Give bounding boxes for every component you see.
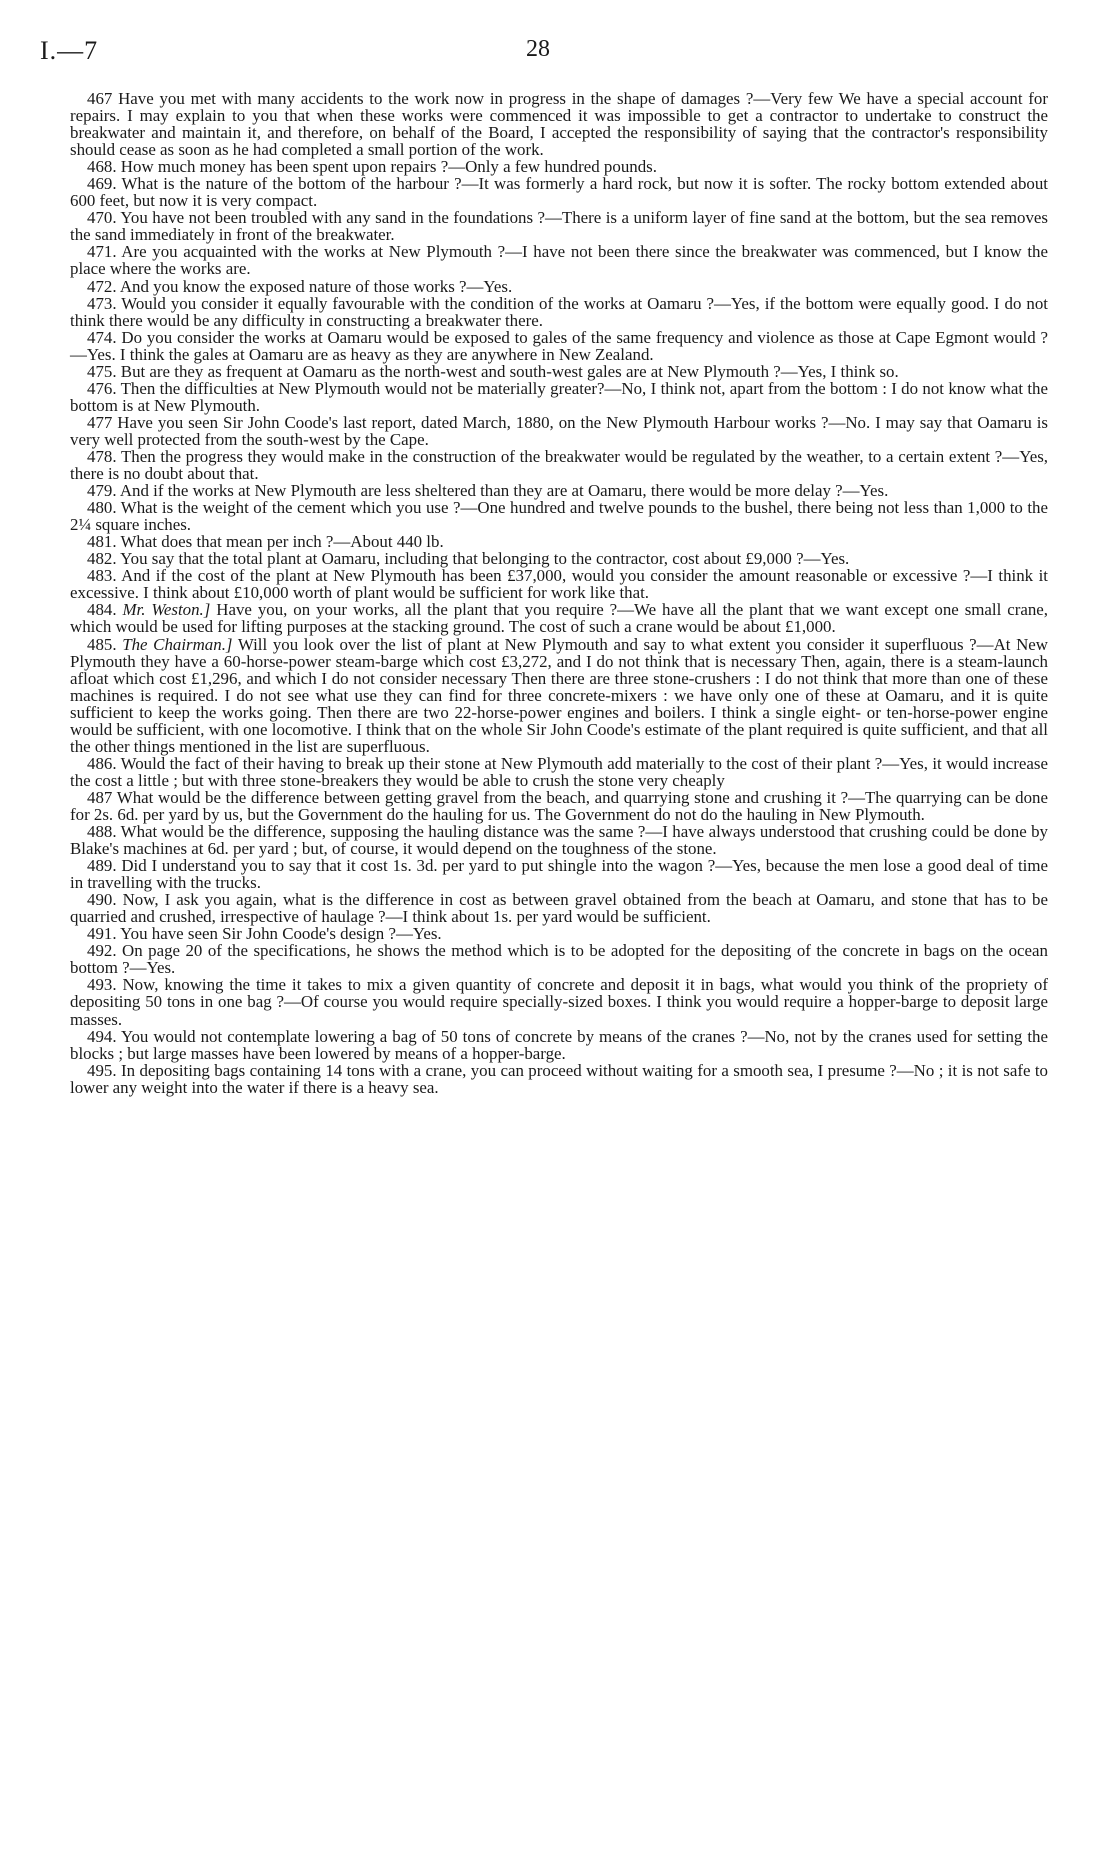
question-paragraph <box>70 175 1048 209</box>
question-paragraph <box>70 363 1048 380</box>
question-number: 487 <box>87 787 113 807</box>
question-text: You have not been troubled with any sand in the foundations ?—There is a uniform layer of fine sand at the bottom, but the sea removes the sand immediately in front of the breakwater. <box>70 208 1048 245</box>
question-paragraph <box>70 329 1048 363</box>
question-text: Then the difficulties at New Plymouth would not be materially greater?—No, I think not, apart from the bottom : I do not know what the bottom is at New Plymouth. <box>70 378 1048 415</box>
question-paragraph <box>70 209 1048 243</box>
question-text: And if the cost of the plant at New Plymouth has been £37,000, would you consider the amount reasonable or excessive ?—I think it excessive. I think about £10,000 worth of plant would be sufficient for work like that. <box>70 566 1048 603</box>
question-number: 474. <box>87 327 117 347</box>
question-number: 495. <box>87 1060 117 1080</box>
question-paragraph <box>70 755 1048 789</box>
question-text: Did I understand you to say that it cost 1s. 3d. per yard to put shingle into the wagon ?—Yes, because the men lose a good deal of time in travelling with the trucks. <box>70 856 1048 893</box>
question-paragraph <box>70 636 1048 755</box>
question-paragraph <box>70 942 1048 976</box>
question-text: What would be the difference, supposing the hauling distance was the same ?—I have always understood that crushing could be done by Blake's machines at 6d. per yard ; but, of course, it would depend on the toughness of the stone. <box>70 822 1048 859</box>
question-number: 477 <box>87 412 113 432</box>
question-number: 491. <box>87 924 117 944</box>
question-text: How much money has been spent upon repairs ?—Only a few hundred pounds. <box>120 157 657 177</box>
question-paragraph <box>70 414 1048 448</box>
page-reference: I.—7 <box>40 36 99 65</box>
question-text: Now, I ask you again, what is the difference in cost as between gravel obtained from the beach at Oamaru, and stone that has to be quarried and crushed, irrespective of haulage ?—I think about 1s. per yard would be sufficient. <box>70 890 1048 927</box>
question-text: Do you consider the works at Oamaru would be exposed to gales of the same frequency and violence as those at Cape Egmont would ?—Yes. I think the gales at Oamaru are as heavy as they are anywhere in New Zealand. <box>70 327 1048 364</box>
question-number: 478. <box>87 446 117 466</box>
question-text: But are they as frequent at Oamaru as the north-west and south-west gales are at New Plymouth ?—Yes, I think so. <box>120 361 899 381</box>
question-paragraph <box>70 482 1048 499</box>
question-paragraph <box>70 857 1048 891</box>
question-paragraph <box>70 976 1048 1027</box>
question-number: 489. <box>87 856 117 876</box>
question-text: Would the fact of their having to break up their stone at New Plymouth add materially to the cost of their plant ?—Yes, it would increase the cost a little ; but with three stone-breakers they would be able to crush the stone very cheaply <box>70 753 1048 790</box>
question-paragraph <box>70 567 1048 601</box>
question-number: 482. <box>87 549 117 569</box>
question-paragraph <box>70 550 1048 567</box>
question-number: 473. <box>87 293 117 313</box>
question-paragraph <box>70 601 1048 635</box>
question-number: 483. <box>87 566 117 586</box>
minutes-of-evidence <box>70 90 1048 1096</box>
question-paragraph <box>70 823 1048 857</box>
speaker-name: Mr. Weston.] <box>122 600 211 620</box>
question-number: 484. <box>87 600 117 620</box>
question-number: 467 <box>87 89 113 108</box>
page-header <box>40 36 1074 76</box>
question-paragraph <box>70 243 1048 277</box>
question-text: What does that mean per inch ?—About 440 lb. <box>120 532 444 552</box>
question-text: Now, knowing the time it takes to mix a given quantity of concrete and deposit it in bags, what would you think of the propriety of depositing 50 tons in one bag ?—Of course you would require specially-sized boxes. I think you would require a hopper-barge to deposit large masses. <box>70 975 1048 1029</box>
question-text: And you know the exposed nature of those works ?—Yes. <box>119 276 513 296</box>
question-number: 480. <box>87 498 117 518</box>
question-text: You say that the total plant at Oamaru, including that belonging to the contractor, cost about £9,000 ?—Yes. <box>120 549 850 569</box>
question-paragraph <box>70 499 1048 533</box>
question-number: 472. <box>87 276 117 296</box>
question-text: And if the works at New Plymouth are less sheltered than they are at Oamaru, there would be more delay ?—Yes. <box>119 481 889 501</box>
question-paragraph <box>70 295 1048 329</box>
question-text: Then the progress they would make in the construction of the breakwater would be regulated by the weather, to a certain extent ?—Yes, there is no doubt about that. <box>70 446 1048 484</box>
question-text: What would be the difference between getting gravel from the beach, and quarrying stone and crushing it ?—The quarrying can be done for 2s. 6d. per yard by us, but the Government do the hauling for us. The Government do not do the hauling in New Plymouth. <box>70 787 1049 824</box>
question-paragraph <box>70 891 1048 925</box>
question-number: 493. <box>87 975 117 995</box>
question-number: 468. <box>87 157 117 177</box>
question-text: What is the weight of the cement which you use ?—One hundred and twelve pounds to the bushel, there being not less than 1,000 to the 2¼ square inches. <box>70 498 1048 535</box>
question-number: 486. <box>87 753 117 773</box>
question-number: 494. <box>87 1026 117 1046</box>
question-text: Would you consider it equally favourable with the condition of the works at Oamaru ?—Yes, if the bottom were equally good. I do not think there would be any difficulty in constructing a breakwater there. <box>70 293 1048 330</box>
question-number: 488. <box>87 822 117 842</box>
page-number: 28 <box>526 36 550 62</box>
question-number: 479. <box>87 481 117 501</box>
question-number: 471. <box>87 242 117 262</box>
question-paragraph <box>70 789 1048 823</box>
question-paragraph <box>70 90 1048 158</box>
question-number: 476. <box>87 378 117 398</box>
question-paragraph <box>70 1028 1048 1062</box>
question-text: What is the nature of the bottom of the harbour ?—It was formerly a hard rock, but now it is softer. The rocky bottom extended about 600 feet, but now it is very compact. <box>70 174 1049 211</box>
question-text: Have you seen Sir John Coode's last report, dated March, 1880, on the New Plymouth Harbour works ?—No. I may say that Oamaru is very well protected from the south-west by the Cape. <box>70 412 1048 449</box>
question-paragraph <box>70 158 1048 175</box>
question-text: You would not contemplate lowering a bag of 50 tons of concrete by means of the cranes ?—No, not by the cranes used for setting the blocks ; but large masses have been lowered by means of a hopper-barge. <box>70 1026 1048 1063</box>
question-paragraph <box>70 925 1048 942</box>
question-text: You have seen Sir John Coode's design ?—Yes. <box>120 924 442 944</box>
question-text: In depositing bags containing 14 tons with a crane, you can proceed without waiting for a smooth sea, I presume ?—No ; it is not safe to lower any weight into the water if there is a heavy sea. <box>70 1060 1048 1097</box>
question-number: 469. <box>87 174 117 194</box>
question-text: Have you met with many accidents to the work now in progress in the shape of damages ?—Very few We have a special account for repairs. I may explain to you that when these works were commenced it was impossible to get a contractor to undertake to construct the breakwater and maintain it, and therefore, on behalf of the Board, I accepted the responsibility of saying that the contractor's responsibility should cease as soon as he had completed a small portion of the work. <box>70 89 1048 160</box>
question-paragraph <box>70 533 1048 550</box>
question-paragraph <box>70 1062 1048 1096</box>
question-number: 492. <box>87 941 117 961</box>
question-number: 470. <box>87 208 117 228</box>
question-paragraph <box>70 448 1048 482</box>
question-text: Will you look over the list of plant at New Plymouth and say to what extent you consider it superfluous ?—At New Plymouth they have a 60-horse-power steam-barge which cost £3,272, and I do not think that is necessary Then, again, there is a steam-launch afloat which cost £1,296, and which I do not consider necessary Then there are three stone-crushers : I do not think that more than one of these machines is required. I do not see what use they can find for three concrete-mixers : we have only one of these at Oamaru, and it is quite sufficient to keep the works going. Then there are two 22-horse-power engines and boilers. I think a single eight- or ten-horse-power engine would be sufficient, with one locomotive. I think that on the whole Sir John Coode's estimate of the plant required is quite sufficient, and that all the other things mentioned in the list are superfluous. <box>70 634 1048 756</box>
question-text: Have you, on your works, all the plant that you require ?—We have all the plant that we want except one small crane, which would be used for lifting purposes at the stacking ground. The cost of such a crane would be about £1,000. <box>70 600 1048 637</box>
question-number: 481. <box>87 532 117 552</box>
question-paragraph <box>70 278 1048 295</box>
question-paragraph <box>70 380 1048 414</box>
question-number: 490. <box>87 890 117 910</box>
question-number: 475. <box>87 361 117 381</box>
question-text: Are you acquainted with the works at New Plymouth ?—I have not been there since the breakwater was commenced, but I know the place where the works are. <box>70 242 1048 279</box>
speaker-name: The Chairman.] <box>122 634 233 654</box>
question-number: 485. <box>87 634 117 654</box>
question-text: On page 20 of the specifications, he shows the method which is to be adopted for the depositing of the concrete in bags on the ocean bottom ?—Yes. <box>70 941 1048 978</box>
